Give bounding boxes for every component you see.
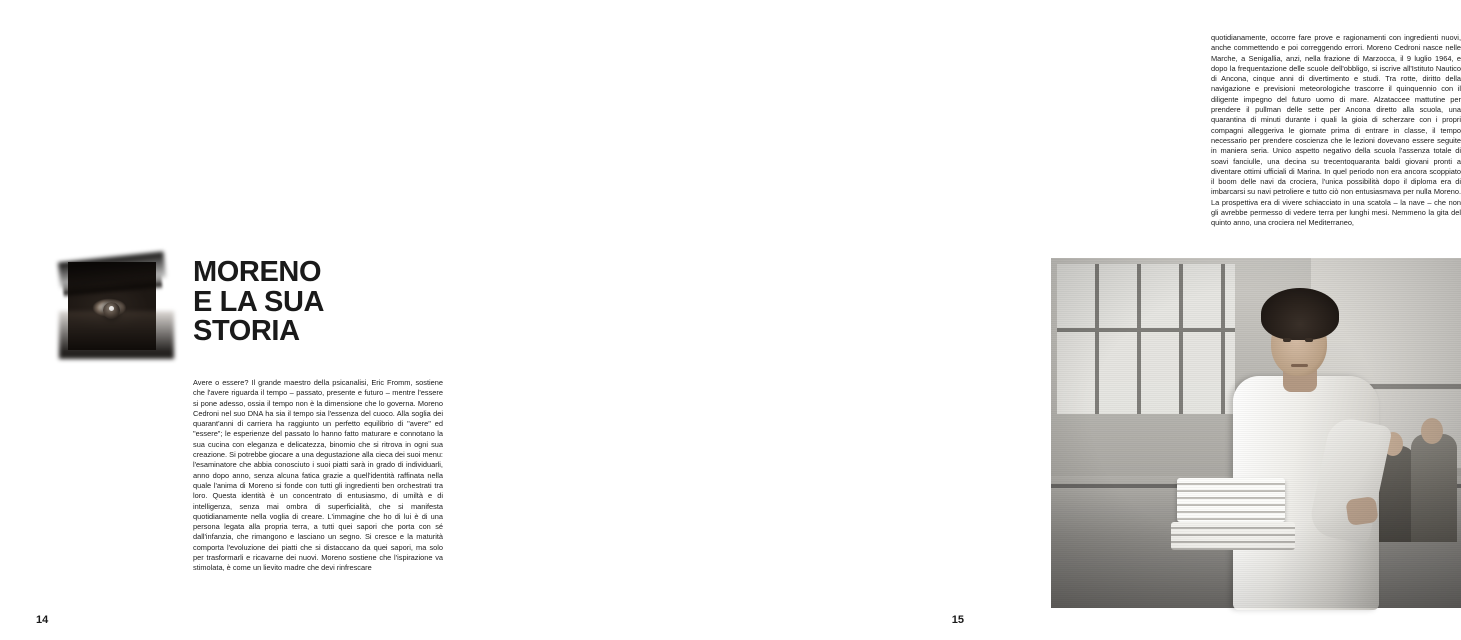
chef-figure <box>1227 280 1377 608</box>
left-body-paragraphs: Avere o essere? Il grande maestro della psicanalisi, Eric Fromm, sostiene che l'avere riguarda il tempo – passato, presente e futuro – mentre l'essere si pone adesso, ossia il tempo non è la dimensione che lo governa. Moreno Cedroni nel suo DNA ha sia il tempo sia l'essenza del cuoco. Alla soglia dei quarant'anni di carriera ha raggiunto un perfetto equilibrio di "avere" ed "essere"; le esperienze del passato lo hanno fatto maturare e connotano la sua cucina con eleganza e delicatezza, binomio che si ritrova in ogni sua creazione. Si potrebbe giocare a una degustazione alla cieca dei suoi menu: l'esaminatore che abbia conosciuto i suoi piatti sarà in grado di individuarli, anno dopo anno, senza alcuna fatica grazie a quell'identità raffinata nella quale l'anima di Moreno si fonde con tutti gli ingredienti ben orchestrati tra loro. Questa identità è un concentrato di entusiasmo, di umiltà e di intelligenza, senza mai ombra di superficialità, che si manifesta quotidianamente nella voglia di creare. L'immagine che ho di lui è di una persona legata alla propria terra, a tutti quei sapori che porta con sé dall'infanzia, che rimangono e lasciano un segno. Si cresce e la maturità comporta l'evoluzione dei piatti che si distaccano da quei sapori, ma solo per trasformarli e ricavarne dei nuovi. Moreno sostiene che l'ispirazione va stimolata, è come un lievito madre che devi rinfrescare <box>193 378 443 573</box>
kitchen-window <box>1057 264 1235 414</box>
chef-hair <box>1261 288 1339 340</box>
right-body-paragraphs: quotidianamente, occorre fare prove e ragionamenti con ingredienti nuovi, anche commettendo e poi correggendo errori. Moreno Cedroni nasce nelle Marche, a Senigallia, anzi, nella frazione di Marzocca, il 9 luglio 1964, e dopo la frequentazione delle scuole dell'obbligo, si iscrive all'Istituto Nautico di Ancona, cinque anni di divertimento e studi. Tra rotte, diritto della navigazione e previsioni meteorologiche trascorre il quinquennio con il diligente impegno del futuro uomo di mare. Alzataccee mattutine per prendere il pullman delle sette per Ancona diretto alla scuola, una quarantina di minuti durante i quali la gioia di scherzare con i propri compagni alleggeriva le giornate prima di entrare in classe, il tempo necessario per prendere coscienza che le lezioni dovevano essere seguite in maniera seria. Unico aspetto negativo della scuola l'assenza totale di soavi fanciulle, una decina su trecentoquaranta baldi giovani pronti a diventare ottimi ufficiali di Marina. In quel periodo non era ancora scoppiato il boom delle navi da crociera, l'unica possibilità dopo il diploma era di imbarcarsi su navi petroliere e tutto ciò non entusiasmava per nulla Moreno. La prospettiva era di vivere schiacciato in una scatola – la nave – che non gli avrebbe permesso di vedere terra per lunghi mesi. Nemmeno la gita del quinto anno, una crociera nel Mediterraneo, <box>1211 33 1461 228</box>
right-column-text <box>1211 33 1461 229</box>
stacked-plates-lower <box>1171 522 1295 550</box>
cheek-shadow <box>59 311 173 359</box>
headline-line-1: MORENO <box>193 256 322 288</box>
page-title <box>193 258 443 347</box>
chef-in-kitchen-photograph <box>1051 258 1461 608</box>
left-page <box>0 0 500 640</box>
stacked-plates <box>1177 478 1285 522</box>
headline-line-2: E LA SUA <box>193 285 325 318</box>
chef-right-eye <box>1305 338 1313 342</box>
background-person-two-face <box>1421 418 1443 444</box>
chef-mouth <box>1291 364 1308 367</box>
headline-line-3: STORIA <box>193 315 300 348</box>
page-number-right: 15 <box>951 614 964 626</box>
close-up-eye-photograph <box>68 262 156 350</box>
chef-hand <box>1345 496 1378 526</box>
page-number-left: 14 <box>36 614 49 626</box>
chef-left-eye <box>1283 338 1291 342</box>
right-page <box>500 0 1461 640</box>
background-person-two <box>1411 434 1457 542</box>
left-column-text <box>193 378 443 574</box>
